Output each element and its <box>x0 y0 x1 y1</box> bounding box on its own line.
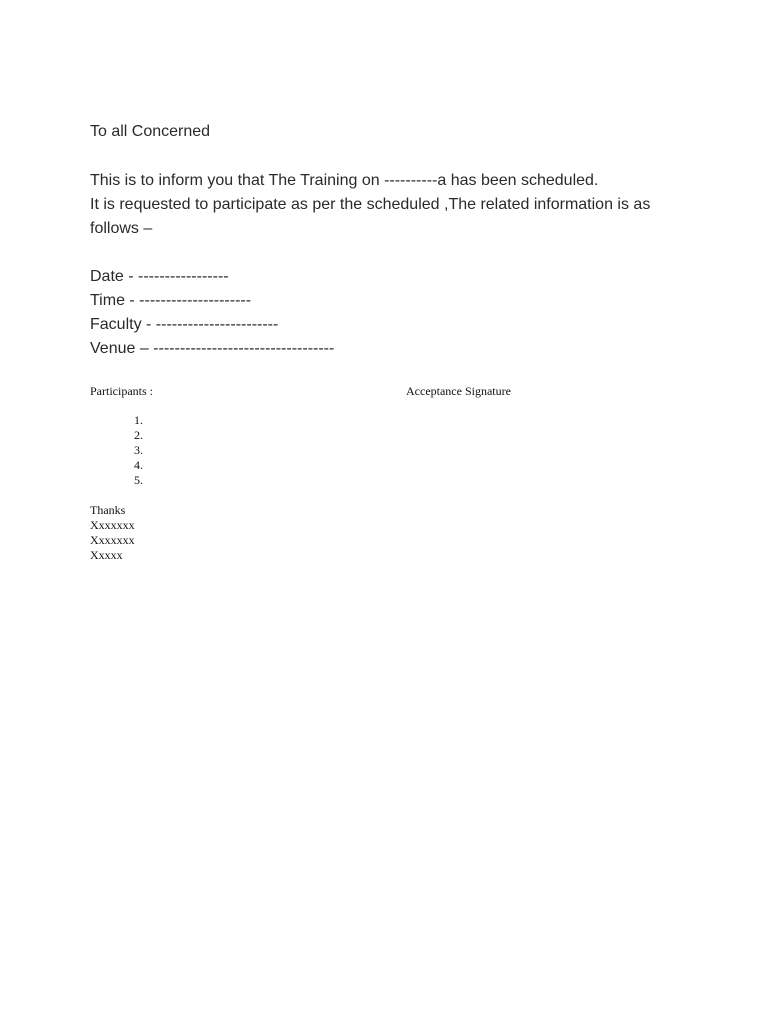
participant-number: 4. <box>134 458 143 472</box>
intro-line-3: follows – <box>90 220 153 237</box>
signature-line: Xxxxx <box>90 548 123 562</box>
participant-number: 1. <box>134 413 143 427</box>
intro-line-1: This is to inform you that The Training on ----------a has been scheduled. <box>90 172 599 189</box>
time-field: Time - --------------------- <box>90 292 252 309</box>
intro-line-2: It is requested to participate as per the scheduled ,The related information is as <box>90 196 651 213</box>
closing-thanks: Thanks <box>90 503 126 517</box>
date-field: Date - ----------------- <box>90 268 229 285</box>
participants-label: Participants : <box>90 384 153 398</box>
acceptance-signature-label: Acceptance Signature <box>406 384 511 398</box>
signature-line: Xxxxxxx <box>90 518 135 532</box>
venue-field: Venue – ---------------------------------- <box>90 340 335 357</box>
participant-number: 2. <box>134 428 143 442</box>
participant-number: 3. <box>134 443 143 457</box>
signature-line: Xxxxxxx <box>90 533 135 547</box>
faculty-field: Faculty - ----------------------- <box>90 316 279 333</box>
participant-number: 5. <box>134 473 143 487</box>
salutation: To all Concerned <box>90 123 211 140</box>
